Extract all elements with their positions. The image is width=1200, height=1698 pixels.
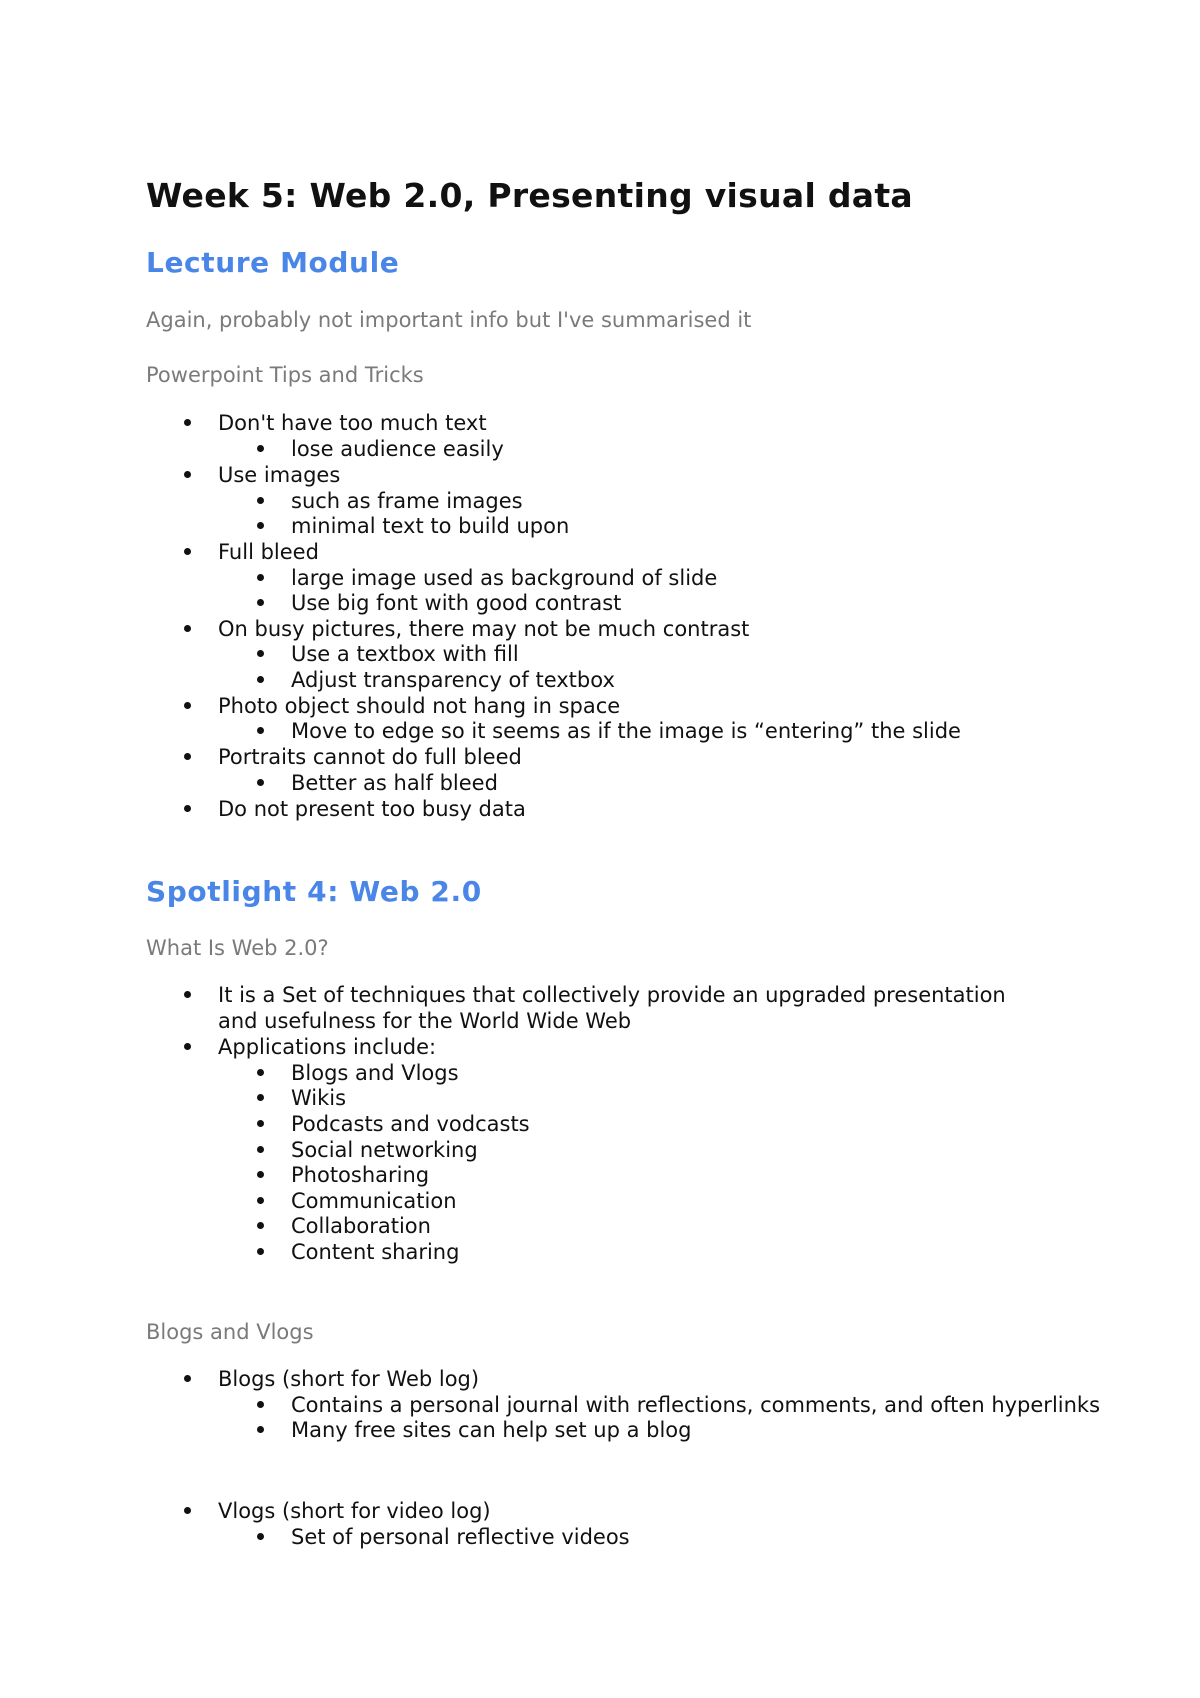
bullet-dot <box>257 599 264 606</box>
spotlight-heading: Spotlight 4: Web 2.0 <box>146 875 482 908</box>
bullet-dot <box>257 650 264 657</box>
bullet-dot <box>257 676 264 683</box>
list-item-nested: Social networking <box>291 1138 478 1162</box>
list-item-nested: large image used as background of slide <box>291 566 718 590</box>
bullet-dot <box>184 471 191 478</box>
bullet-dot <box>257 522 264 529</box>
list-item: Do not present too busy data <box>218 797 526 821</box>
bullet-dot <box>184 991 191 998</box>
bullet-dot <box>257 1222 264 1229</box>
list-item-nested: Adjust transparency of textbox <box>291 668 615 692</box>
list-item-nested: Many free sites can help set up a blog <box>291 1418 692 1442</box>
list-item: Blogs (short for Web log) <box>218 1367 480 1391</box>
list-item-nested: Better as half bleed <box>291 771 498 795</box>
bullet-dot <box>184 702 191 709</box>
powerpoint-tips-subheading: Powerpoint Tips and Tricks <box>146 363 424 387</box>
list-item: Portraits cannot do full bleed <box>218 745 522 769</box>
list-item-nested: Move to edge so it seems as if the image is “entering” the slide <box>291 719 961 743</box>
bullet-dot <box>257 1533 264 1540</box>
bullet-dot <box>257 1197 264 1204</box>
list-item-nested: Use a textbox with fill <box>291 642 519 666</box>
bullet-dot <box>257 1094 264 1101</box>
list-item: Vlogs (short for video log) <box>218 1499 491 1523</box>
document-title: Week 5: Web 2.0, Presenting visual data <box>146 176 913 215</box>
list-item: It is a Set of techniques that collectively provide an upgraded presentation and usefulness for the World Wide Web <box>218 983 1006 1033</box>
bullet-dot <box>184 805 191 812</box>
blogs-vlogs-subheading: Blogs and Vlogs <box>146 1320 314 1344</box>
bullet-dot <box>257 1171 264 1178</box>
bullet-dot <box>257 1248 264 1255</box>
bullet-dot <box>257 1401 264 1408</box>
list-item-nested: minimal text to build upon <box>291 514 570 538</box>
bullet-dot <box>257 727 264 734</box>
bullet-dot <box>184 625 191 632</box>
lecture-intro-text: Again, probably not important info but I've summarised it <box>146 308 752 332</box>
bullet-dot <box>257 1120 264 1127</box>
list-item-nested: Blogs and Vlogs <box>291 1061 459 1085</box>
list-item-nested: Set of personal reflective videos <box>291 1525 630 1549</box>
bullet-dot <box>184 1507 191 1514</box>
bullet-dot <box>184 1043 191 1050</box>
bullet-dot <box>257 1426 264 1433</box>
list-item: Don't have too much text <box>218 411 487 435</box>
list-item: Full bleed <box>218 540 319 564</box>
bullet-dot <box>184 419 191 426</box>
bullet-dot <box>257 574 264 581</box>
list-item: Use images <box>218 463 341 487</box>
list-item: On busy pictures, there may not be much contrast <box>218 617 750 641</box>
bullet-dot <box>257 445 264 452</box>
list-item-nested: lose audience easily <box>291 437 504 461</box>
list-item-nested: Wikis <box>291 1086 347 1110</box>
list-item-nested: such as frame images <box>291 489 523 513</box>
list-item-nested: Contains a personal journal with reflections, comments, and often hyperlinks <box>291 1393 1101 1417</box>
bullet-dot <box>257 779 264 786</box>
bullet-dot <box>184 548 191 555</box>
lecture-module-heading: Lecture Module <box>146 246 400 279</box>
list-item-nested: Communication <box>291 1189 457 1213</box>
bullet-dot <box>257 497 264 504</box>
list-item: Photo object should not hang in space <box>218 694 621 718</box>
list-item-nested: Collaboration <box>291 1214 431 1238</box>
bullet-dot <box>184 1375 191 1382</box>
list-item-nested: Use big font with good contrast <box>291 591 622 615</box>
bullet-dot <box>257 1069 264 1076</box>
what-is-web2-subheading: What Is Web 2.0? <box>146 936 329 960</box>
list-item-nested: Photosharing <box>291 1163 430 1187</box>
bullet-dot <box>257 1146 264 1153</box>
list-item: Applications include: <box>218 1035 437 1059</box>
list-item-nested: Content sharing <box>291 1240 460 1264</box>
bullet-dot <box>184 753 191 760</box>
list-item-nested: Podcasts and vodcasts <box>291 1112 530 1136</box>
